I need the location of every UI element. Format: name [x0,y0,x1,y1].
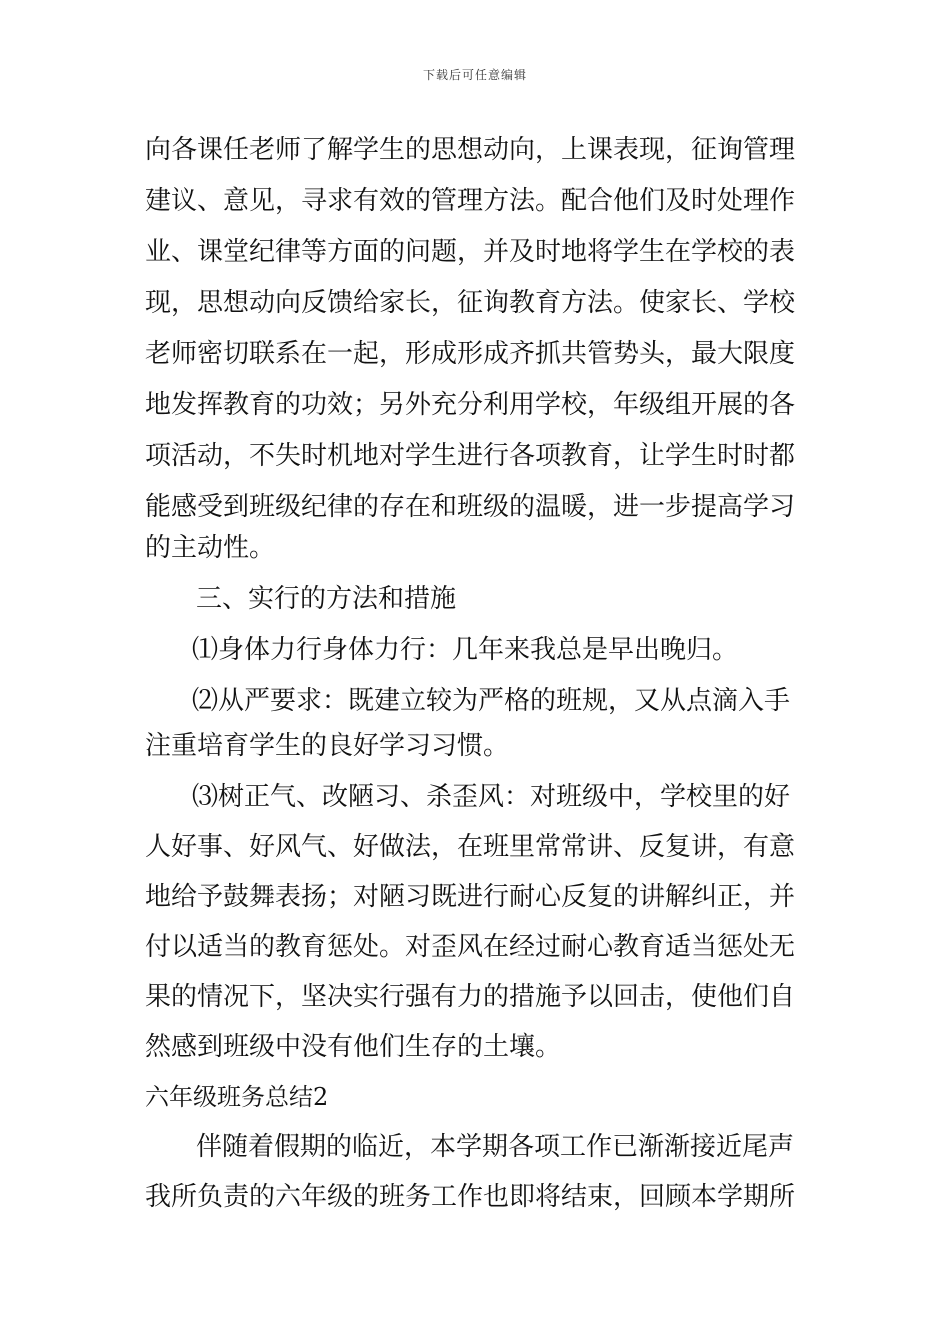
paragraph-line: 果的情况下，坚决实行强有力的措施予以回击，使他们自 [145,982,796,1012]
page-header-note: 下载后可任意编辑 [422,68,527,82]
paragraph-line: 地给予鼓舞表扬；对陋习既进行耐心反复的讲解纠正，并 [145,882,796,912]
paragraph-line: 能感受到班级纪律的存在和班级的温暖，进一步提高学习 [145,492,796,522]
paragraph-line: 老师密切联系在一起，形成形成齐抓共管势头，最大限度 [145,339,796,369]
paragraph-line: 我所负责的六年级的班务工作也即将结束，回顾本学期所 [145,1182,796,1212]
paragraph-line: 现，思想动向反馈给家长，征询教育方法。使家长、学校 [145,288,796,318]
paragraph-line: 伴随着假期的临近，本学期各项工作已渐渐接近尾声 [196,1132,795,1162]
section-title: 六年级班务总结2 [145,1083,329,1111]
paragraph-line: 然感到班级中没有他们生存的土壤。 [145,1032,562,1062]
paragraph-line: 建议、意见，寻求有效的管理方法。配合他们及时处理作 [145,186,796,216]
list-item: ⑴身体力行身体力行：几年来我总是早出晚归。 [192,635,739,665]
paragraph-line: 注重培育学生的良好学习习惯。 [145,731,510,761]
paragraph-line: 业、课堂纪律等方面的问题，并及时地将学生在学校的表 [145,237,796,267]
paragraph-line: 项活动，不失时机地对学生进行各项教育，让学生时时都 [145,441,796,471]
paragraph-line: 地发挥教育的功效；另外充分利用学校，年级组开展的各 [145,390,796,420]
section-heading: 三、实行的方法和措施 [196,584,457,614]
paragraph-line: 人好事、好风气、好做法，在班里常常讲、反复讲，有意 [145,832,796,862]
paragraph-line: 的主动性。 [145,533,276,563]
paragraph-line: 付以适当的教育惩处。对歪风在经过耐心教育适当惩处无 [145,932,796,962]
list-item: ⑶树正气、改陋习、杀歪风：对班级中，学校里的好 [192,782,791,812]
list-item: ⑵从严要求：既建立较为严格的班规，又从点滴入手 [192,686,791,716]
paragraph-line: 向各课任老师了解学生的思想动向，上课表现，征询管理 [145,135,796,165]
